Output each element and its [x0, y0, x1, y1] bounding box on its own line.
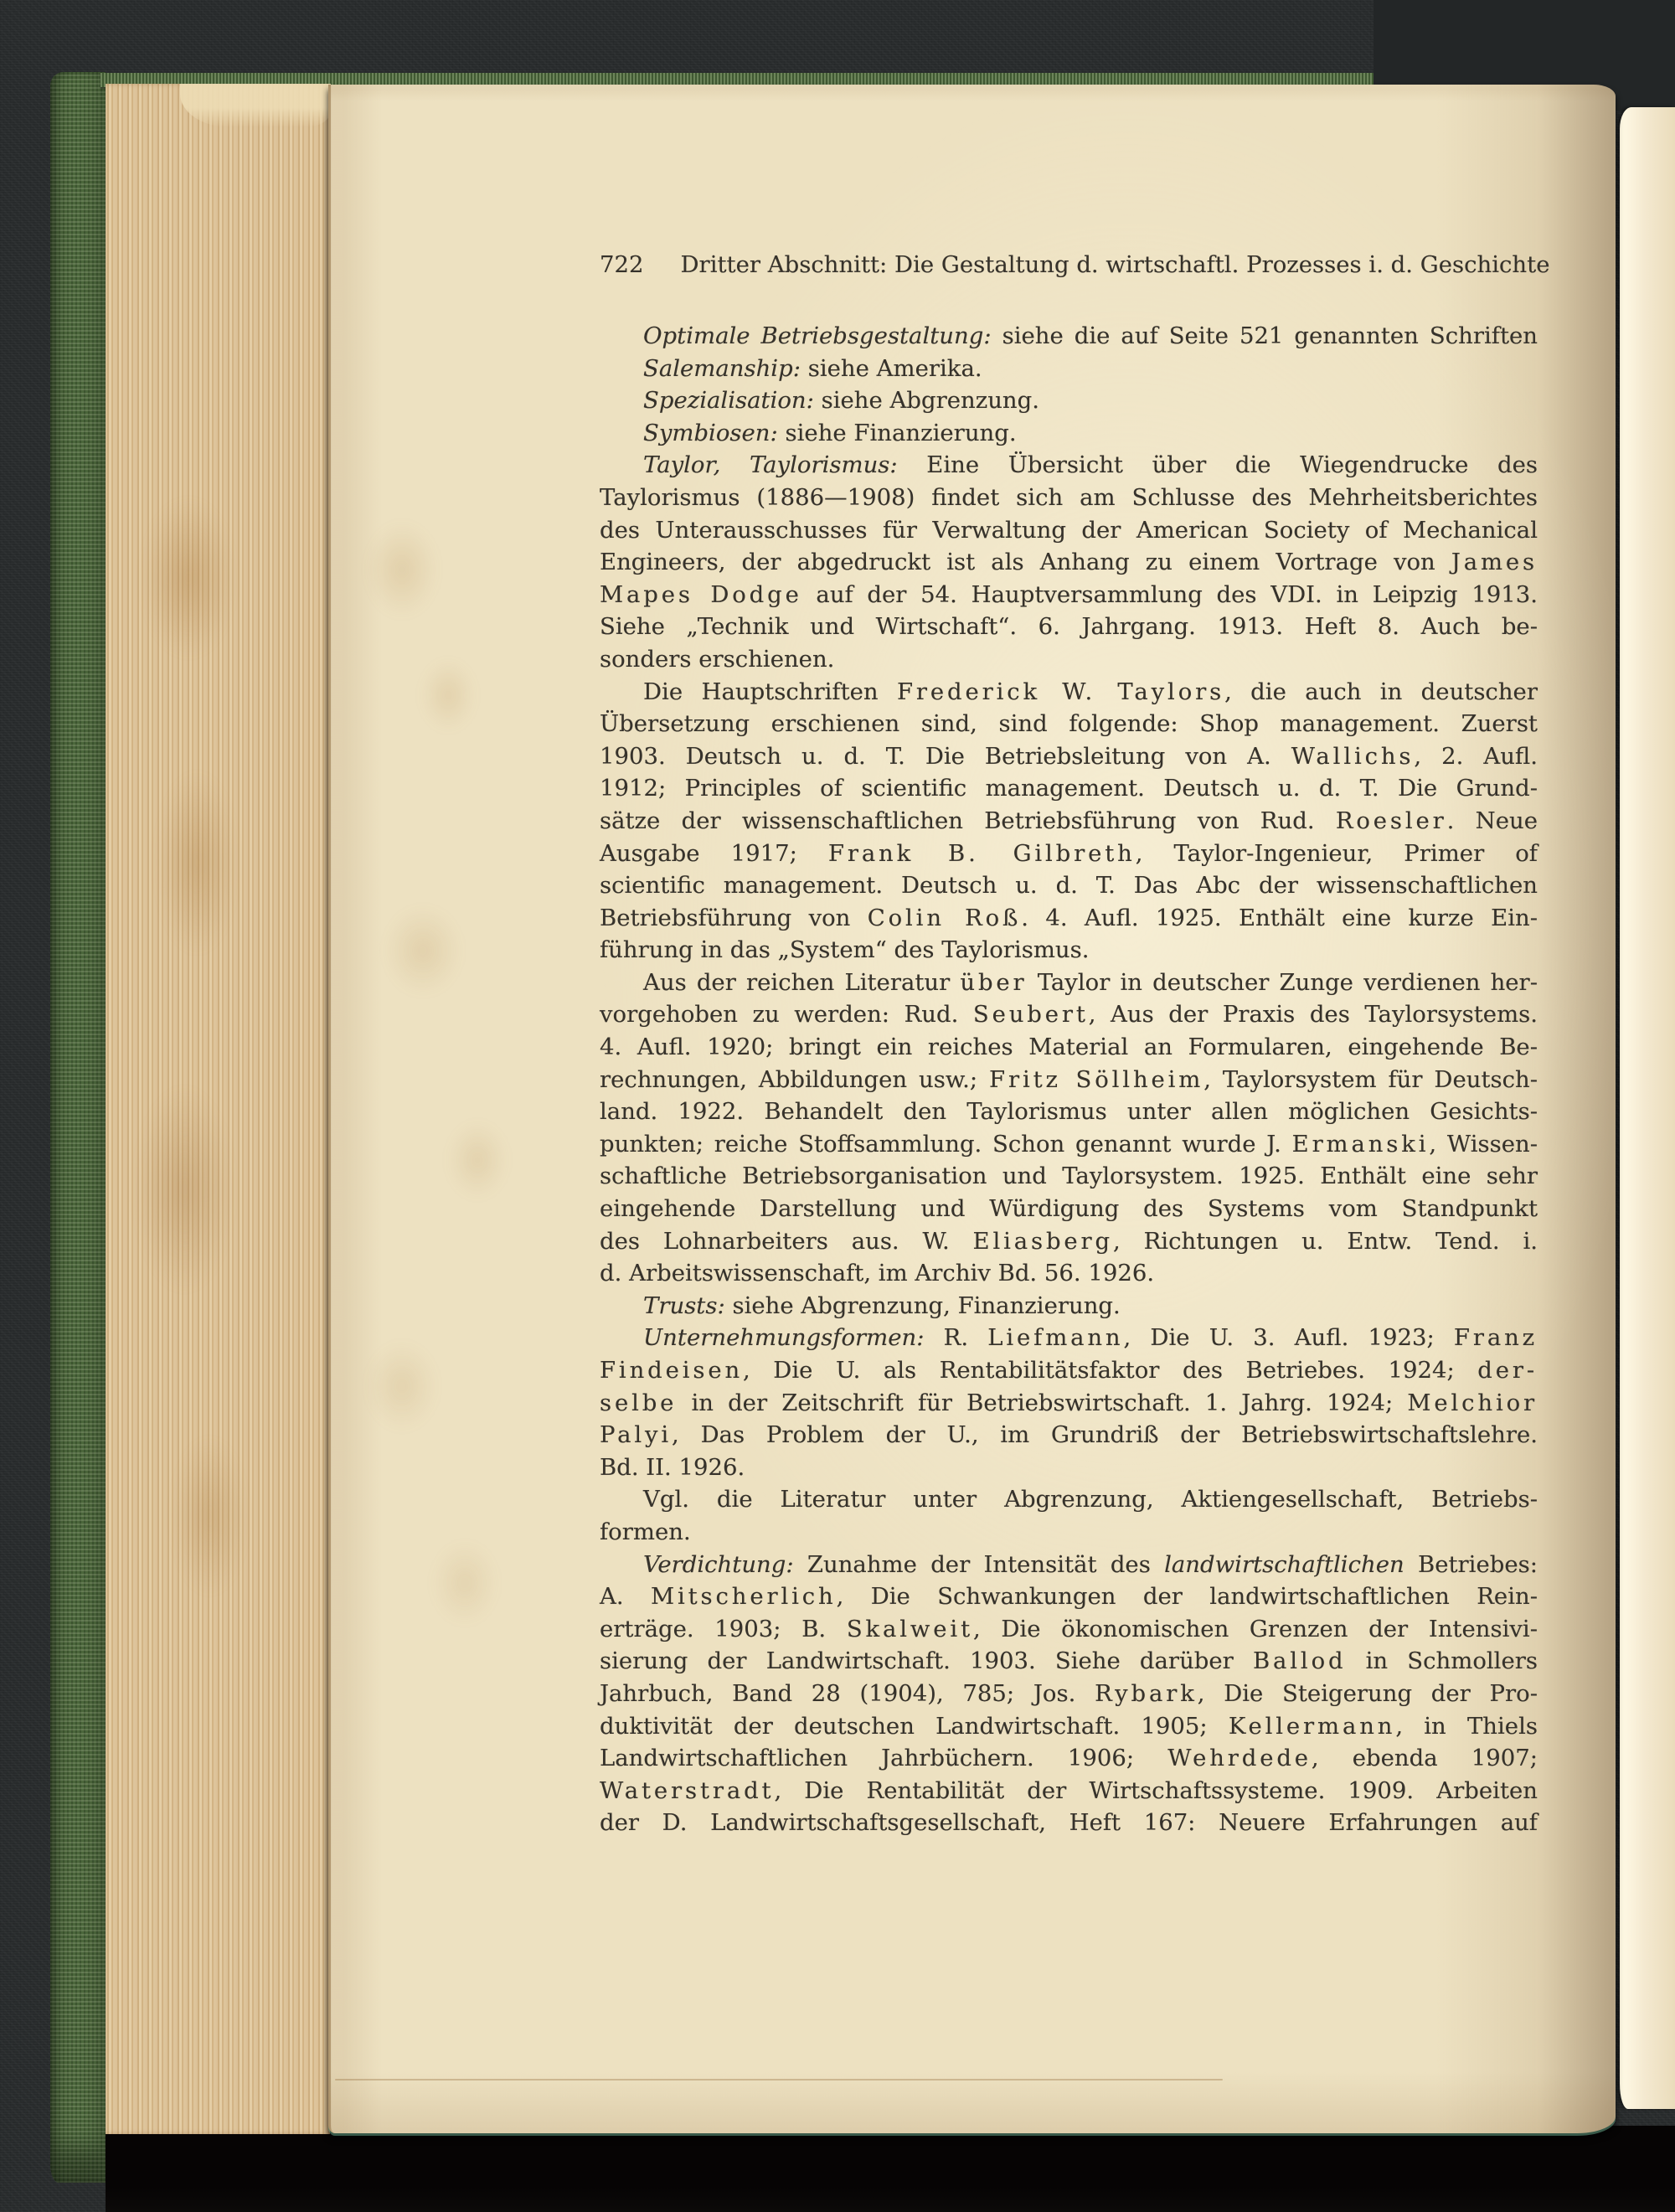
text-line	[600, 1483, 1538, 1516]
body-text: 4. Aufl. 1920; bringt ein reiches Material an Formularen, eingehende Be-	[600, 1034, 1538, 1061]
text-line	[600, 934, 1538, 967]
book-cover-left-edge	[50, 72, 106, 2183]
text-line	[600, 1807, 1538, 1839]
body-text: d. Arbeitswissenschaft, im Archiv Bd. 56. 1926.	[600, 1260, 1155, 1287]
letterspaced-name: Ermanski	[1291, 1130, 1430, 1158]
book-bottom-shadow	[106, 2126, 1675, 2212]
letterspaced-name: James	[1451, 549, 1538, 576]
text-line	[600, 805, 1538, 838]
letterspaced-name: Frank B. Gilbreth	[827, 839, 1136, 867]
text-line	[600, 417, 1538, 450]
body-text: , die auch in deutscher	[1224, 678, 1538, 705]
body-text: erträge. 1903; B.	[600, 1615, 847, 1642]
body-text: sonders erschienen.	[600, 645, 835, 673]
text-line	[600, 1354, 1538, 1387]
text-line	[600, 1387, 1538, 1420]
letterspaced-name: Liefmann	[987, 1324, 1124, 1352]
body-text: rechnungen, Abbildungen usw.;	[600, 1065, 990, 1093]
facing-page-sliver	[1620, 107, 1675, 2109]
text-line	[600, 1419, 1538, 1451]
text-line	[600, 514, 1538, 547]
italic-text: Taylor, Taylorismus:	[643, 451, 898, 479]
running-header-title: Dritter Abschnitt: Die Gestaltung d. wirtschaftl. Prozesses i. d. Geschichte	[680, 251, 1550, 278]
text-line	[600, 482, 1538, 514]
body-text: , ebenda 1907;	[1311, 1745, 1538, 1772]
text-line	[600, 1549, 1538, 1581]
letterspaced-name: selbe	[600, 1389, 678, 1416]
italic-text: landwirtschaftlichen	[1164, 1550, 1404, 1578]
body-text: Eine Übersicht über die Wiegendrucke des	[897, 451, 1538, 479]
italic-text: Symbiosen:	[643, 419, 778, 446]
body-text: . Neue	[1446, 807, 1538, 834]
text-line	[600, 643, 1538, 676]
text-line	[600, 1580, 1538, 1613]
letterspaced-name: der-	[1477, 1357, 1538, 1384]
letterspaced-name: Seubert	[972, 1001, 1089, 1029]
body-text: , Taylorsystem für Deutsch-	[1203, 1065, 1538, 1093]
body-text: formen.	[600, 1518, 691, 1545]
letterspaced-name: Mitscherlich	[651, 1583, 837, 1611]
text-line	[600, 1225, 1538, 1258]
body-text: in der Zeitschrift für Betriebswirtschaft. 1. Jahrg. 1924;	[677, 1389, 1408, 1416]
text-line	[600, 1096, 1538, 1128]
letterspaced-name: über	[960, 968, 1028, 996]
body-text: , Die Schwankungen der landwirtschaftlichen Rein-	[836, 1583, 1538, 1611]
page-block-fore-edge	[106, 84, 330, 2134]
body-text: 1903. Deutsch u. d. T. Die Betriebsleitung von A.	[600, 742, 1291, 770]
text-line	[600, 1160, 1538, 1193]
italic-text: Verdichtung:	[643, 1550, 794, 1578]
body-text: , Richtungen u. Entw. Tend. i.	[1113, 1227, 1538, 1255]
text-line	[600, 740, 1538, 773]
body-text: , Die U. 3. Aufl. 1923;	[1123, 1324, 1454, 1352]
body-text: , Die ökonomischen Grenzen der Intensivi-	[972, 1615, 1538, 1642]
text-line	[600, 902, 1538, 935]
letterspaced-name: Franz	[1453, 1324, 1538, 1352]
text-line	[600, 1678, 1538, 1710]
body-text: Aus der reichen Literatur	[643, 968, 961, 996]
letterspaced-name: Mapes Dodge	[600, 580, 802, 608]
text-line	[600, 449, 1538, 482]
italic-text: Spezialisation:	[643, 387, 814, 415]
body-text: Landwirtschaftlichen Jahrbüchern. 1906;	[600, 1745, 1168, 1772]
running-header	[600, 248, 1550, 281]
letterspaced-name: Frederick W. Taylors	[896, 678, 1225, 705]
page-block-top-notch	[180, 84, 331, 127]
body-text: punkten; reiche Stoffsammlung. Schon genannt wurde J.	[600, 1130, 1292, 1158]
text-line	[600, 869, 1538, 902]
italic-text: Salemanship:	[643, 354, 801, 382]
body-text: Übersetzung erschienen sind, sind folgende: Shop management. Zuerst	[600, 710, 1538, 738]
letterspaced-name: Wallichs	[1291, 742, 1415, 770]
text-line	[600, 1613, 1538, 1646]
body-text: Ausgabe 1917;	[600, 839, 828, 867]
text-line	[600, 967, 1538, 999]
letterspaced-name: Skalweit	[846, 1615, 973, 1642]
italic-text: Trusts:	[643, 1292, 725, 1319]
body-text: 1912; Principles of scientific management. Deutsch u. d. T. Die Grund-	[600, 775, 1538, 802]
text-line	[600, 1290, 1538, 1323]
text-line	[600, 320, 1538, 353]
letterspaced-name: Colin Roß	[867, 904, 1022, 931]
body-text: Engineers, der abgedruckt ist als Anhang zu einem Vortrage von	[600, 549, 1451, 576]
body-text: Siehe „Technik und Wirtschaft“. 6. Jahrgang. 1913. Heft 8. Auch be-	[600, 613, 1538, 641]
letterspaced-name: Wehrdede	[1167, 1745, 1312, 1772]
letterspaced-name: Waterstradt	[600, 1776, 775, 1804]
page-number: 722	[600, 251, 644, 278]
text-line	[600, 546, 1538, 579]
body-text: Taylorismus (1886—1908) findet sich am Schlusse des Mehrheitsberichtes	[600, 483, 1538, 511]
body-text: sätze der wissenschaftlichen Betriebsführung von Rud.	[600, 807, 1336, 834]
text-line	[600, 1064, 1538, 1096]
body-text: , Taylor-Ingenieur, Primer of	[1135, 839, 1538, 867]
body-text: schaftliche Betriebsorganisation und Taylorsystem. 1925. Enthält eine sehr	[600, 1163, 1538, 1190]
body-text: Taylor in deutscher Zunge verdienen her-	[1027, 968, 1538, 996]
body-text: führung in das „System“ des Taylorismus.	[600, 936, 1090, 964]
page-text-lines	[600, 320, 1538, 1839]
text-line	[600, 353, 1538, 385]
body-text: , 2. Aufl.	[1414, 742, 1538, 770]
letterspaced-name: Palyi	[600, 1421, 673, 1449]
body-text: des Lohnarbeiters aus. W.	[600, 1227, 973, 1255]
body-text: siehe Finanzierung.	[777, 419, 1017, 446]
letterspaced-name: Kellermann	[1228, 1712, 1396, 1740]
body-text: in Schmollers	[1346, 1647, 1538, 1675]
body-text: siehe Abgrenzung.	[813, 387, 1039, 415]
text-line	[600, 1257, 1538, 1290]
text-line	[600, 1322, 1538, 1354]
text-line	[600, 579, 1538, 611]
letterspaced-name: Eliasberg	[972, 1227, 1113, 1255]
body-text: scientific management. Deutsch u. d. T. Das Abc der wissenschaftlichen	[600, 872, 1538, 900]
text-line	[600, 384, 1538, 417]
body-text: , in Thiels	[1395, 1712, 1538, 1740]
body-text: siehe die auf Seite 521 genannten Schriften	[991, 322, 1538, 349]
text-line	[600, 1031, 1538, 1064]
text-line	[600, 1742, 1538, 1775]
body-text: Betriebsführung von	[600, 904, 868, 931]
text-line	[600, 838, 1538, 870]
text-line	[600, 611, 1538, 643]
text-line	[600, 1645, 1538, 1678]
text-line	[600, 1516, 1538, 1549]
italic-text: Unternehmungsformen:	[643, 1324, 925, 1352]
body-text: Vgl. die Literatur unter Abgrenzung, Aktiengesellschaft, Betriebs-	[643, 1486, 1538, 1513]
body-text: , Die Rentabilität der Wirtschaftssysteme. 1909. Arbeiten	[774, 1776, 1538, 1804]
body-text: eingehende Darstellung und Würdigung des Systems vom Standpunkt	[600, 1195, 1538, 1223]
text-line	[600, 1710, 1538, 1743]
body-text: , Wissen-	[1429, 1130, 1538, 1158]
letterspaced-name: Melchior	[1407, 1389, 1538, 1416]
body-text: vorgehoben zu werden: Rud.	[600, 1001, 973, 1029]
text-line	[600, 772, 1538, 805]
text-line	[600, 708, 1538, 740]
body-text: duktivität der deutschen Landwirtschaft. 1905;	[600, 1712, 1229, 1740]
letterspaced-name: Rybark	[1095, 1679, 1198, 1707]
text-line	[600, 998, 1538, 1031]
body-text: , Die U. als Rentabilitätsfaktor des Betriebes. 1924;	[743, 1357, 1478, 1384]
body-text: sierung der Landwirtschaft. 1903. Siehe darüber	[600, 1647, 1253, 1675]
body-text: Bd. II. 1926.	[600, 1453, 745, 1481]
body-text: Betriebes:	[1404, 1550, 1538, 1578]
letterspaced-name: Findeisen	[600, 1357, 744, 1384]
letterspaced-name: Ballod	[1252, 1647, 1347, 1675]
text-line	[600, 1775, 1538, 1807]
text-line	[600, 676, 1538, 709]
text-line	[600, 1193, 1538, 1225]
body-text: Jahrbuch, Band 28 (1904), 785; Jos.	[600, 1679, 1095, 1707]
body-text: R.	[924, 1324, 988, 1352]
body-text: siehe Amerika.	[800, 354, 982, 382]
body-text: Die Hauptschriften	[643, 678, 897, 705]
body-text: , Die Steigerung der Pro-	[1197, 1679, 1538, 1707]
body-text: Zunahme der Intensität des	[793, 1550, 1165, 1578]
body-text: , Aus der Praxis des Taylorsystems.	[1088, 1001, 1538, 1029]
body-text: des Unterausschusses für Verwaltung der American Society of Mechanical	[600, 516, 1538, 544]
body-text: der D. Landwirtschaftsgesellschaft, Heft 167: Neuere Erfahrungen auf	[600, 1809, 1538, 1837]
body-text: . 4. Aufl. 1925. Enthält eine kurze Ein-	[1021, 904, 1538, 931]
page-text	[600, 248, 1550, 1839]
letterspaced-name: Fritz Söllheim	[989, 1065, 1204, 1093]
text-line	[600, 1451, 1538, 1484]
underlying-page-edge-line	[335, 2079, 1223, 2081]
body-text: auf der 54. Hauptversammlung des VDI. in Leipzig 1913.	[801, 580, 1538, 608]
body-text: siehe Abgrenzung, Finanzierung.	[724, 1292, 1121, 1319]
body-text: A.	[600, 1583, 651, 1611]
body-text: land. 1922. Behandelt den Taylorismus unter allen möglichen Gesichts-	[600, 1098, 1538, 1126]
body-text: , Das Problem der U., im Grundriß der Betriebswirtschaftslehre.	[672, 1421, 1538, 1449]
text-line	[600, 1128, 1538, 1161]
italic-text: Optimale Betriebsgestaltung:	[643, 322, 992, 349]
letterspaced-name: Roesler	[1335, 807, 1447, 834]
